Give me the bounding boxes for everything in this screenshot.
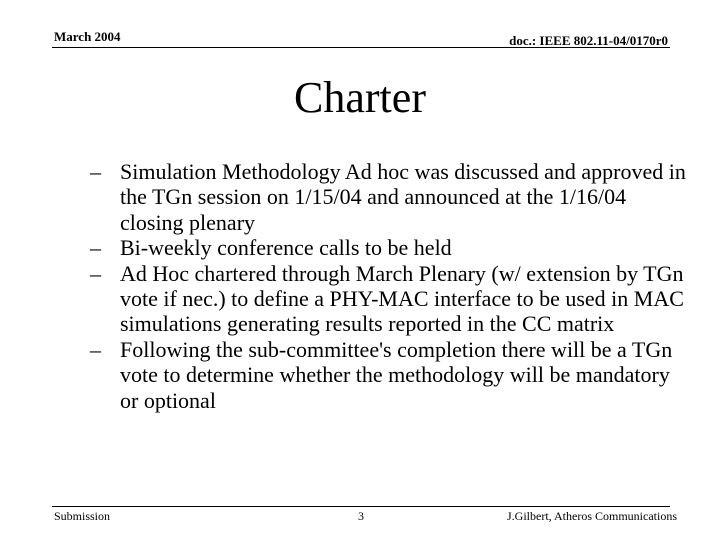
footer-rule	[52, 506, 670, 507]
footer-author: J.Gilbert, Atheros Communications	[507, 509, 677, 523]
bullet-text: Ad Hoc chartered through March Plenary (w/ extension by TGn vote if nec.) to define a PHY-MAC interface to be used in MAC simulations generating results reported in the CC matrix	[120, 260, 684, 337]
slide-title: Charter	[294, 73, 426, 122]
header-doc-id: doc.: IEEE 802.11-04/0170r0	[509, 33, 668, 48]
bullet-text: Bi-weekly conference calls to be held	[120, 235, 452, 261]
bullet-item	[90, 159, 690, 235]
page-number: 3	[358, 509, 364, 523]
bullet-dash: –	[90, 336, 101, 362]
bullet-text: Following the sub-committee's completion there will be a TGn vote to determine whether the methodology will be mandatory or optional	[120, 336, 673, 413]
bullet-dash: –	[90, 260, 101, 286]
bullet-dash: –	[90, 159, 101, 184]
bullet-dash: –	[90, 235, 101, 261]
header-rule	[52, 47, 670, 48]
bullet-text: Simulation Methodology Ad hoc was discussed and approved in the TGn session on 1/15/04 and announced at the 1/16/04 closing plenary	[120, 159, 686, 235]
bullet-list	[90, 159, 690, 413]
footer-submission: Submission	[54, 509, 111, 523]
bullet-item	[90, 337, 690, 413]
bullet-item	[90, 235, 690, 260]
bullet-item	[90, 261, 690, 337]
header-date: March 2004	[54, 29, 121, 44]
